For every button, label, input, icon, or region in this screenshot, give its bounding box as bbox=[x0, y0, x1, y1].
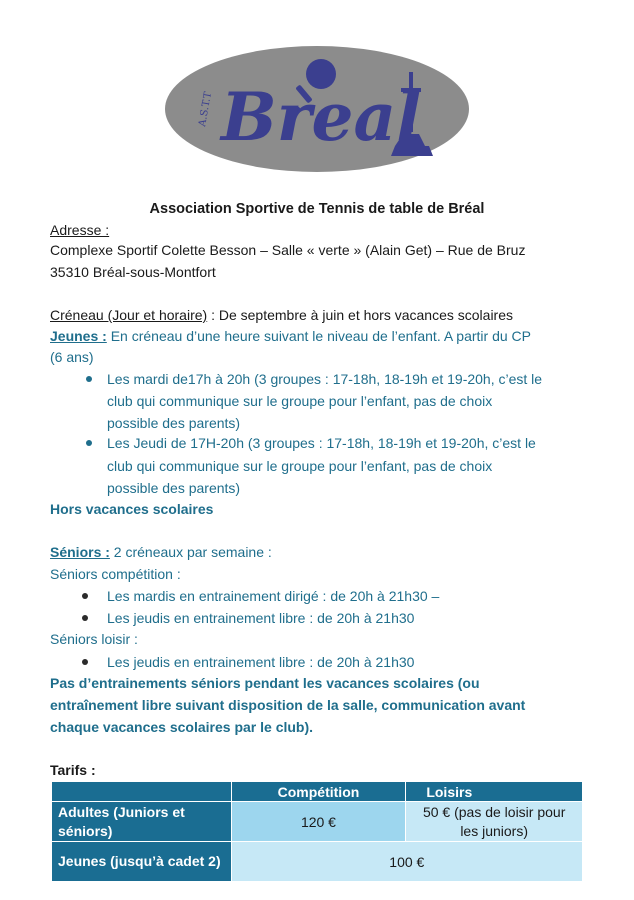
club-logo bbox=[133, 22, 501, 194]
seniors-competition-item-2: Les jeudis en entrainement libre : de 20h à 21h30 bbox=[107, 610, 415, 626]
bullet-dot bbox=[82, 659, 88, 665]
table-header-cell bbox=[52, 782, 232, 802]
seniors-loisir-item-1: Les jeudis en entrainement libre : de 20h à 21h30 bbox=[107, 654, 415, 670]
seniors-loisir-label: Séniors loisir : bbox=[50, 631, 138, 647]
table-cell: 120 € bbox=[231, 802, 406, 842]
logo-graphic bbox=[133, 22, 501, 194]
bullet-dot bbox=[86, 376, 92, 382]
jeunes-intro-line-2: (6 ans) bbox=[50, 349, 94, 365]
table-header-cell: Compétition bbox=[231, 782, 406, 802]
seniors-note-line-3: chaque vacances scolaires par le club). bbox=[50, 719, 314, 735]
creneau-label: Créneau (Jour et horaire) bbox=[50, 307, 208, 323]
seniors-intro-text: 2 créneaux par semaine : bbox=[109, 544, 272, 560]
seniors-intro bbox=[50, 542, 272, 562]
jeunes-bullet-2-line-3: possible des parents) bbox=[107, 480, 241, 496]
jeunes-bullet-1-line-1: Les mardi de17h à 20h (3 groupes : 17-18h, 18-19h et 19-20h, c’est le bbox=[107, 371, 543, 387]
table-cell: 100 € bbox=[231, 842, 582, 882]
jeunes-note: Hors vacances scolaires bbox=[50, 501, 214, 517]
logo-initials: A.S.T.T bbox=[197, 91, 215, 128]
creneau-line bbox=[50, 305, 513, 325]
bullet-dot bbox=[86, 440, 92, 446]
table-header-cell: Loisirs bbox=[406, 782, 583, 802]
jeunes-bullet-1-line-3: possible des parents) bbox=[107, 415, 241, 431]
table-cell: 50 € (pas de loisir pour les juniors) bbox=[406, 802, 583, 842]
jeunes-label: Jeunes : bbox=[50, 328, 107, 344]
logo-club-name: Breal bbox=[221, 78, 422, 156]
seniors-note-line-2: entraînement libre suivant disposition de la salle, communication avant bbox=[50, 697, 526, 713]
jeunes-intro bbox=[50, 326, 531, 346]
creneau-text: De septembre à juin et hors vacances scolaires bbox=[214, 307, 514, 323]
bullet-dot bbox=[82, 593, 88, 599]
jeunes-bullet-2-line-1: Les Jeudi de 17H-20h (3 groupes : 17-18h, 18-19h et 19-20h, c’est le bbox=[107, 435, 536, 451]
tarifs-label: Tarifs : bbox=[50, 762, 96, 778]
seniors-label: Séniors : bbox=[50, 544, 110, 560]
jeunes-bullet-2-line-2: club qui communique sur le groupe pour l’enfant, pas de choix bbox=[107, 458, 493, 474]
table-row-head: Jeunes (jusqu’à cadet 2) bbox=[52, 842, 232, 882]
jeunes-intro-line-1: En créneau d’une heure suivant le niveau de l’enfant. A partir du CP bbox=[106, 328, 531, 344]
seniors-note-line-1: Pas d’entrainements séniors pendant les vacances scolaires (ou bbox=[50, 675, 480, 691]
seniors-competition-item-1: Les mardis en entrainement dirigé : de 20h à 21h30 – bbox=[107, 588, 440, 604]
seniors-competition-label: Séniors compétition : bbox=[50, 566, 181, 582]
page-title: Association Sportive de Tennis de table de Bréal bbox=[149, 201, 485, 217]
creneau-sep: : bbox=[207, 307, 215, 323]
tarifs-table bbox=[51, 781, 583, 882]
table-row bbox=[52, 842, 583, 882]
bullet-dot bbox=[82, 615, 88, 621]
table-row bbox=[52, 802, 583, 842]
table-header-row bbox=[52, 782, 583, 802]
jeunes-bullet-1-line-2: club qui communique sur le groupe pour l’enfant, pas de choix bbox=[107, 393, 493, 409]
table-row-head: Adultes (Juniors et séniors) bbox=[52, 802, 232, 842]
address-line-2: 35310 Bréal-sous-Montfort bbox=[50, 264, 216, 280]
address-line-1: Complexe Sportif Colette Besson – Salle « verte » (Alain Get) – Rue de Bruz bbox=[50, 242, 526, 258]
address-label: Adresse : bbox=[50, 222, 110, 238]
